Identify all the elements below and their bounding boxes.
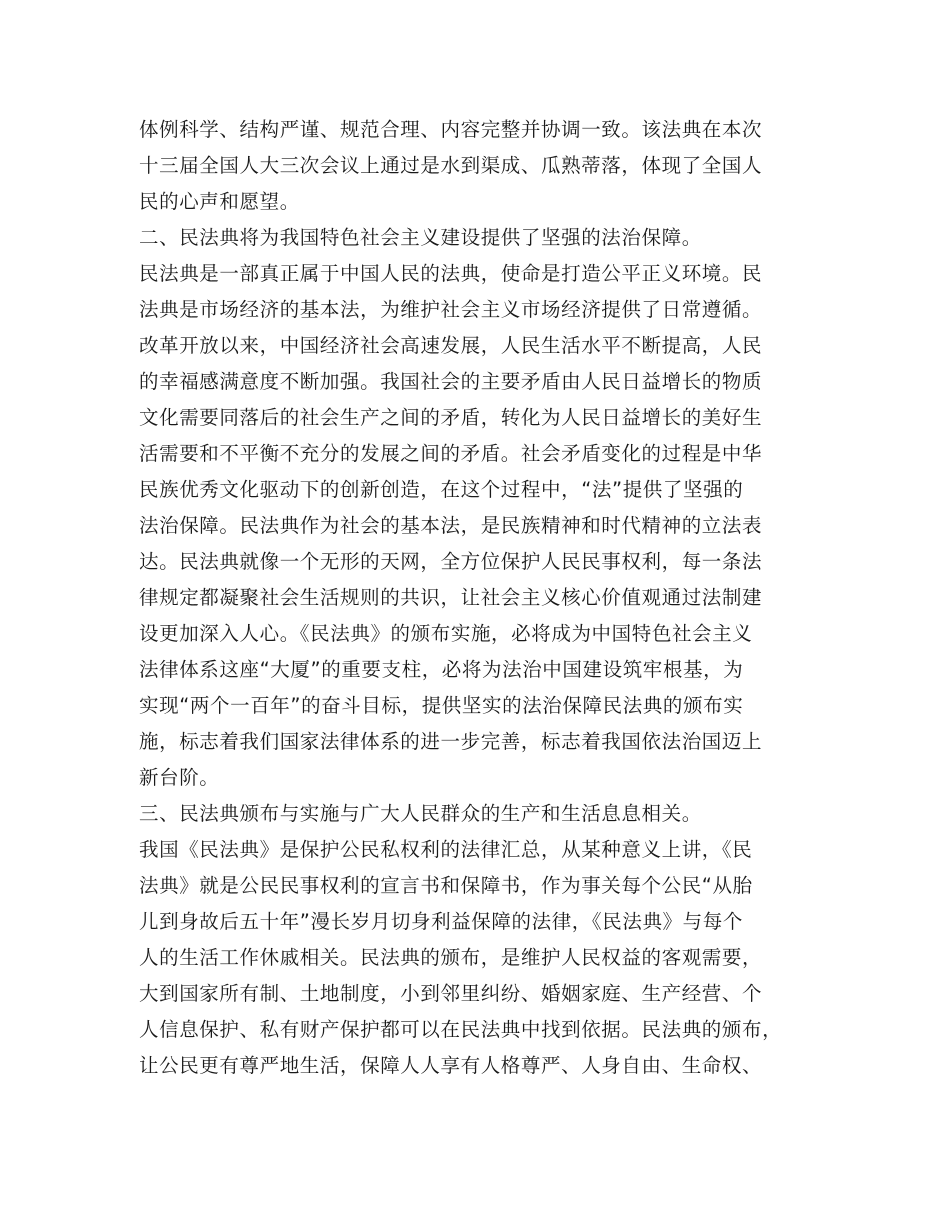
text-line: 律规定都凝聚社会生活规则的共识，让社会主义核心价值观通过法制建 (139, 586, 763, 609)
text-line: 我国《民法典》是保护公民私权利的法律汇总，从某种意义上讲，《民 (139, 838, 753, 861)
text-line: 达。民法典就像一个无形的天网，全方位保护人民民事权利，每一条法 (139, 550, 763, 573)
text-line: 民族优秀文化驱动下的创新创造，在这个过程中，“法”提供了坚强的 (139, 478, 744, 501)
text-line: 人信息保护、私有财产保护都可以在民法典中找到依据。民法典的颁布， (139, 1018, 783, 1041)
section-heading-2: 二、民法典将为我国特色社会主义建设提供了坚强的法治保障。 (139, 226, 702, 249)
text-line: 大到国家所有制、土地制度，小到邻里纠纷、婚姻家庭、生产经营、个 (139, 982, 763, 1005)
text-line: 实现“两个一百年”的奋斗目标，提供坚实的法治保障民法典的颁布实 (139, 694, 744, 717)
text-line: 设更加深入人心。《民法典》的颁布实施，必将成为中国特色社会主义 (139, 622, 753, 645)
text-line: 新台阶。 (139, 766, 220, 789)
text-line: 法律体系这座“大厦”的重要支柱，必将为法治中国建设筑牢根基，为 (139, 658, 744, 681)
text-line: 法典》就是公民民事权利的宣言书和保障书，作为事关每个公民“从胎 (139, 874, 753, 897)
text-line: 人的生活工作休戚相关。民法典的颁布，是维护人民权益的客观需要， (139, 946, 763, 969)
text-line: 体例科学、结构严谨、规范合理、内容完整并协调一致。该法典在本次 (139, 118, 763, 141)
text-line: 法治保障。民法典作为社会的基本法，是民族精神和时代精神的立法表 (139, 514, 763, 537)
document-body (139, 112, 829, 1084)
text-line: 民法典是一部真正属于中国人民的法典，使命是打造公平正义环境。民 (139, 262, 763, 285)
text-line: 让公民更有尊严地生活，保障人人享有人格尊严、人身自由、生命权、 (139, 1054, 763, 1077)
text-line: 民的心声和愿望。 (139, 190, 300, 213)
section-heading-3: 三、民法典颁布与实施与广大人民群众的生产和生活息息相关。 (139, 802, 702, 825)
text-line: 施，标志着我们国家法律体系的进一步完善，标志着我国依法治国迈上 (139, 730, 763, 753)
text-line: 法典是市场经济的基本法，为维护社会主义市场经济提供了日常遵循。 (139, 298, 763, 321)
text-line: 活需要和不平衡不充分的发展之间的矛盾。社会矛盾变化的过程是中华 (139, 442, 763, 465)
text-line: 儿到身故后五十年”漫长岁月切身利益保障的法律，《民法典》与每个 (139, 910, 743, 933)
text-line: 的幸福感满意度不断加强。我国社会的主要矛盾由人民日益增长的物质 (139, 370, 763, 393)
text-line: 文化需要同落后的社会生产之间的矛盾，转化为人民日益增长的美好生 (139, 406, 763, 429)
text-line: 十三届全国人大三次会议上通过是水到渠成、瓜熟蒂落，体现了全国人 (139, 154, 763, 177)
text-line: 改革开放以来，中国经济社会高速发展，人民生活水平不断提高，人民 (139, 334, 763, 357)
